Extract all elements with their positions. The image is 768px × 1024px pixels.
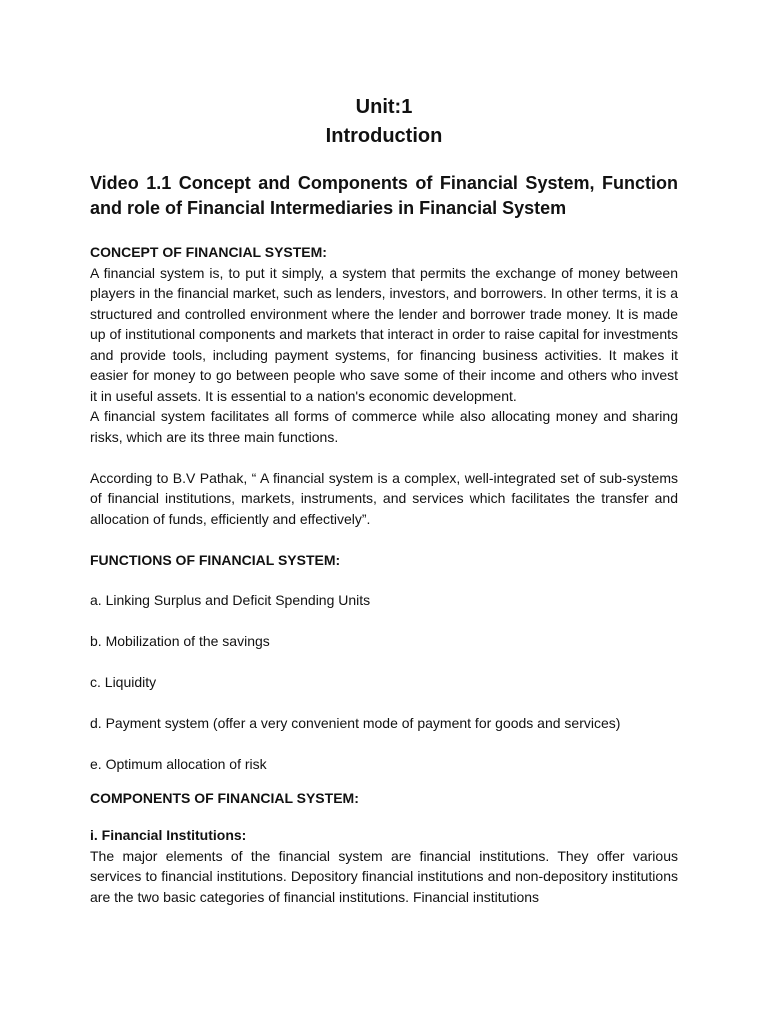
financial-institutions-heading: i. Financial Institutions: <box>90 827 247 843</box>
pathak-quote-paragraph: According to B.V Pathak, “ A financial system is a complex, well-integrated set of sub-systems of financial institutions, markets, instruments, and services which facilitates the transfer and allocation of funds, efficiently and effectively”. <box>90 469 678 527</box>
financial-institutions-paragraph: The major elements of the financial system are financial institutions. They offer various services to financial institutions. Depository financial institutions and non-depository institutions are the two basic categories of financial institutions. Financial institutions <box>90 847 678 905</box>
concept-heading: CONCEPT OF FINANCIAL SYSTEM: <box>90 244 327 260</box>
function-item-a: a. Linking Surplus and Deficit Spending Units <box>90 592 371 608</box>
unit-title: Unit:1 <box>355 96 413 118</box>
video-title: Video 1.1 Concept and Components of Financial System, Function and role of Financial Intermediaries in Financial System <box>90 173 678 218</box>
functions-heading: FUNCTIONS OF FINANCIAL SYSTEM: <box>90 551 341 568</box>
concept-paragraph-2: A financial system facilitates all forms of commerce while also allocating money and sharing risks, which are its three main functions. <box>90 408 678 445</box>
function-item-d: d. Payment system (offer a very convenient mode of payment for goods and services) <box>90 715 621 731</box>
concept-paragraph-1: A financial system is, to put it simply, a system that permits the exchange of money between players in the financial market, such as lenders, investors, and borrowers. In other terms, it is a structured and controlled environment where the lender and borrower trade money. It is made up of institutional components and markets that interact in order to raise capital for investments and provide tools, including payment systems, for financing business activities. It makes it easier for money to go between people who save some of their income and others who invest it in useful assets. It is essential to a nation's economic development. <box>90 264 678 404</box>
function-item-c: c. Liquidity <box>90 674 157 690</box>
function-item-e: e. Optimum allocation of risk <box>90 756 267 772</box>
introduction-title: Introduction <box>325 125 443 147</box>
components-heading: COMPONENTS OF FINANCIAL SYSTEM: <box>90 789 359 806</box>
function-item-b: b. Mobilization of the savings <box>90 633 270 649</box>
